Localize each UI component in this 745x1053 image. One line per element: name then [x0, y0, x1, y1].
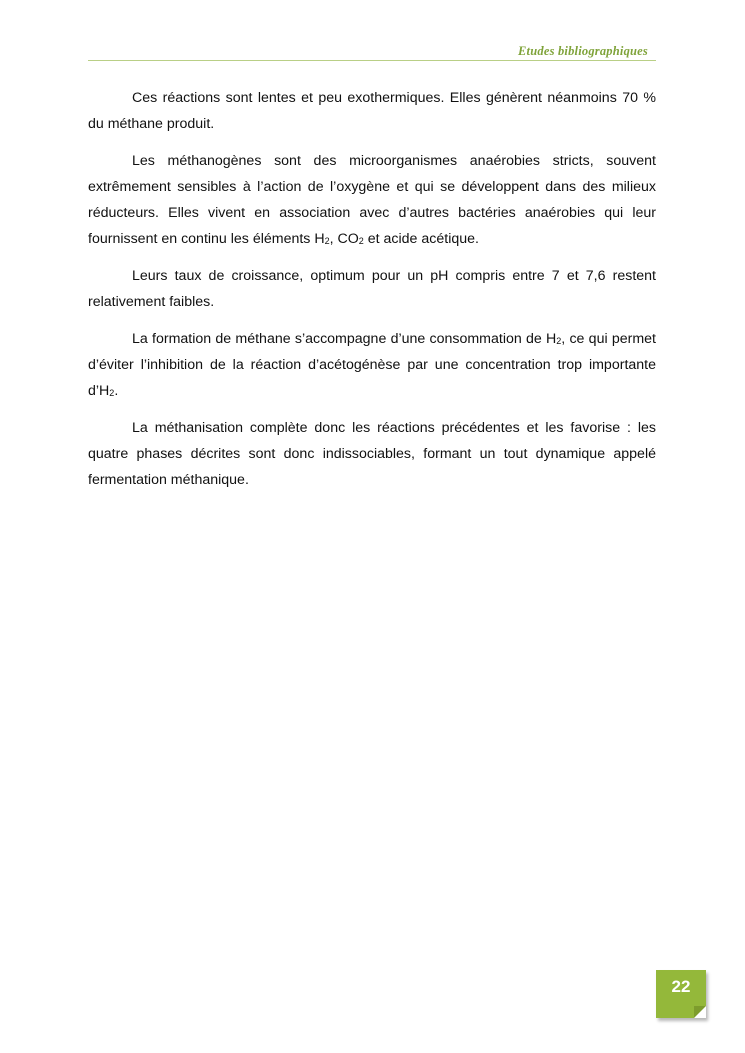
- paragraph-2-text-b: , CO: [329, 231, 359, 247]
- subscript-h2: 2: [324, 236, 330, 246]
- paragraph-5: [88, 415, 656, 493]
- paragraph-2-text-c: et acide acétique.: [363, 231, 479, 247]
- paragraph-2: [88, 148, 656, 252]
- page-header: [88, 42, 656, 64]
- paragraph-4-text-b: , ce qui permet d’éviter l’inhibition de la réaction d’acétogénèse par une concentration trop importante d’H: [88, 331, 656, 399]
- header-rule: [88, 60, 656, 61]
- paragraph-4-text-c: .: [114, 383, 119, 399]
- subscript-co2: 2: [358, 236, 364, 246]
- page-number-badge: [656, 970, 706, 1018]
- subscript-h2: 2: [556, 336, 562, 346]
- paragraph-1: [88, 85, 656, 137]
- page-corner-fold: [694, 1006, 706, 1018]
- paragraph-1-text: Ces réactions sont lentes et peu exothermiques. Elles génèrent néanmoins 70 % du méthane produit.: [88, 90, 656, 132]
- paragraph-4: [88, 326, 656, 404]
- paragraph-3-text: Leurs taux de croissance, optimum pour un pH compris entre 7 et 7,6 restent relativement faibles.: [88, 268, 656, 310]
- subscript-h2: 2: [109, 388, 115, 398]
- paragraph-4-text-a: La formation de méthane s’accompagne d’une consommation de H: [132, 331, 557, 347]
- paragraph-2-text-a: Les méthanogènes sont des microorganismes anaérobies stricts, souvent extrêmement sensibles à l’action de l’oxygène et qui se développent dans des milieux réducteurs. Elles vivent en association avec d’autres bactéries anaérobies qui leur fournissent en continu les éléments H: [88, 153, 656, 247]
- paragraph-5-text: La méthanisation complète donc les réactions précédentes et les favorise : les quatre phases décrites sont donc indissociables, formant un tout dynamique appelé fermentation méthanique.: [88, 420, 656, 488]
- page-number: 22: [671, 977, 691, 996]
- header-title: Etudes bibliographiques: [518, 44, 648, 58]
- paragraph-3: [88, 263, 656, 315]
- body-text: [88, 85, 656, 504]
